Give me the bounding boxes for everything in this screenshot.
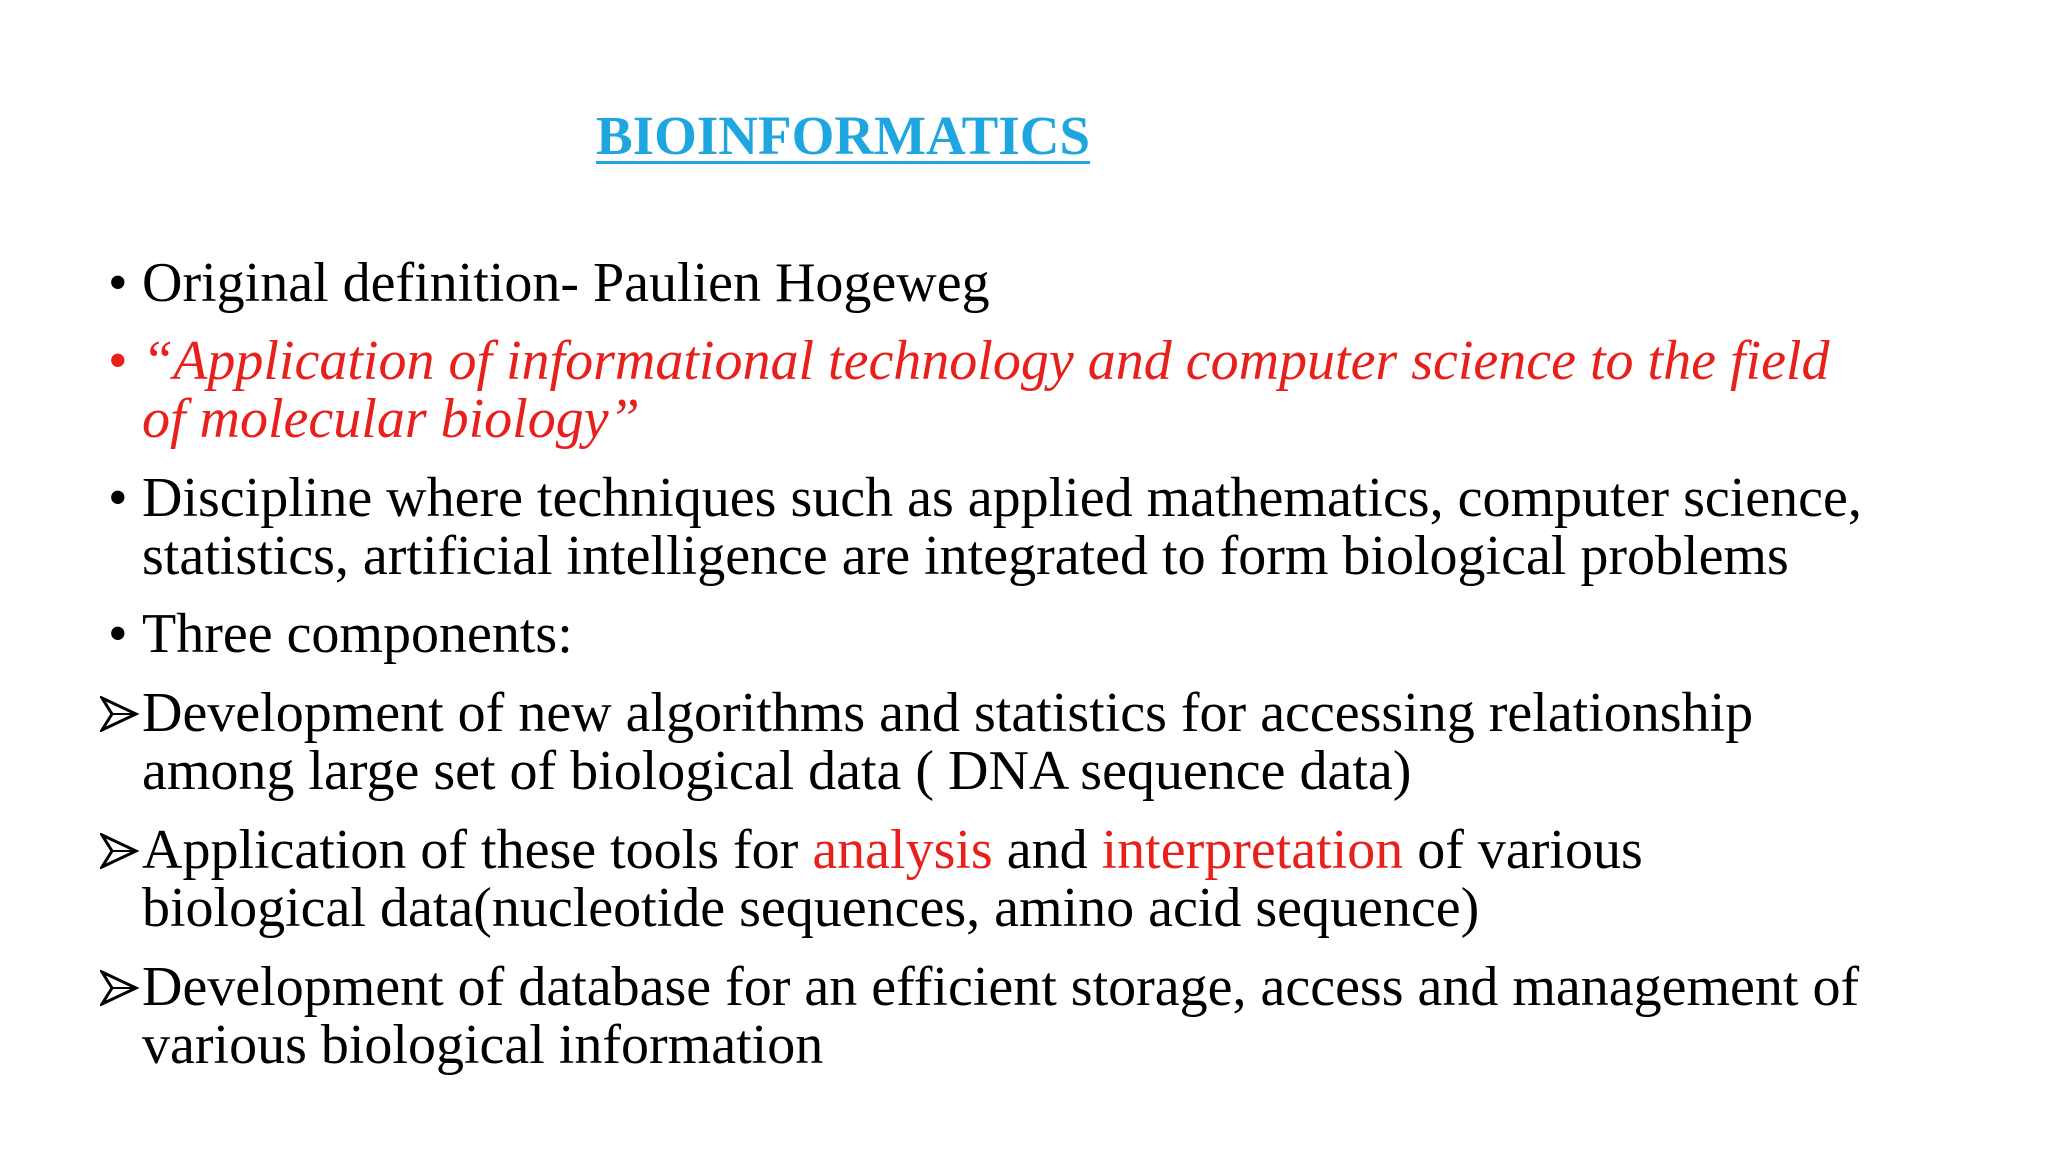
quote-line-2: of molecular biology” (142, 388, 640, 450)
highlight-analysis: analysis (812, 819, 993, 881)
algorithms-line-2: among large set of biological data ( DNA sequence data) (142, 740, 1412, 802)
application-line-1 (142, 821, 1643, 879)
bullet-original-definition (108, 252, 990, 314)
arrow-bullet-icon (100, 696, 140, 732)
database-line-1: Development of database for an efficient storage, access and management of (142, 956, 1860, 1018)
discipline-line-2: statistics, artificial intelligence are integrated to form biological problems (142, 525, 1789, 587)
bullet-marker: • (108, 467, 128, 529)
discipline-line-1: Discipline where techniques such as applied mathematics, computer science, (142, 467, 1862, 529)
bullet-marker: • (108, 330, 128, 392)
arrow-bullet-icon (100, 833, 140, 869)
algorithms-line-1: Development of new algorithms and statistics for accessing relationship (142, 682, 1754, 744)
application-text: Application of these tools for (142, 819, 813, 881)
component-application (142, 821, 1643, 937)
bullet-line: Original definition- Paulien Hogeweg (142, 252, 990, 314)
slide-title: BIOINFORMATICS (596, 105, 1091, 166)
application-tail: of various (1403, 819, 1643, 881)
component-algorithms (142, 684, 1753, 800)
database-line-2: various biological information (142, 1014, 824, 1076)
application-line-2: biological data(nucleotide sequences, amino acid sequence) (142, 877, 1480, 939)
bullet-marker: • (108, 603, 128, 665)
bullet-three-components (108, 603, 573, 665)
bullet-definition-quote (108, 330, 1830, 450)
bullet-discipline (108, 467, 1862, 587)
highlight-interpretation: interpretation (1101, 819, 1404, 881)
quote-line-1: “Application of informational technology and computer science to the field (142, 330, 1830, 392)
bullet-marker: • (108, 252, 128, 314)
component-database (142, 958, 1859, 1074)
arrow-bullet-icon (100, 970, 140, 1006)
three-components-line: Three components: (142, 603, 573, 665)
connector-and: and (992, 819, 1102, 881)
